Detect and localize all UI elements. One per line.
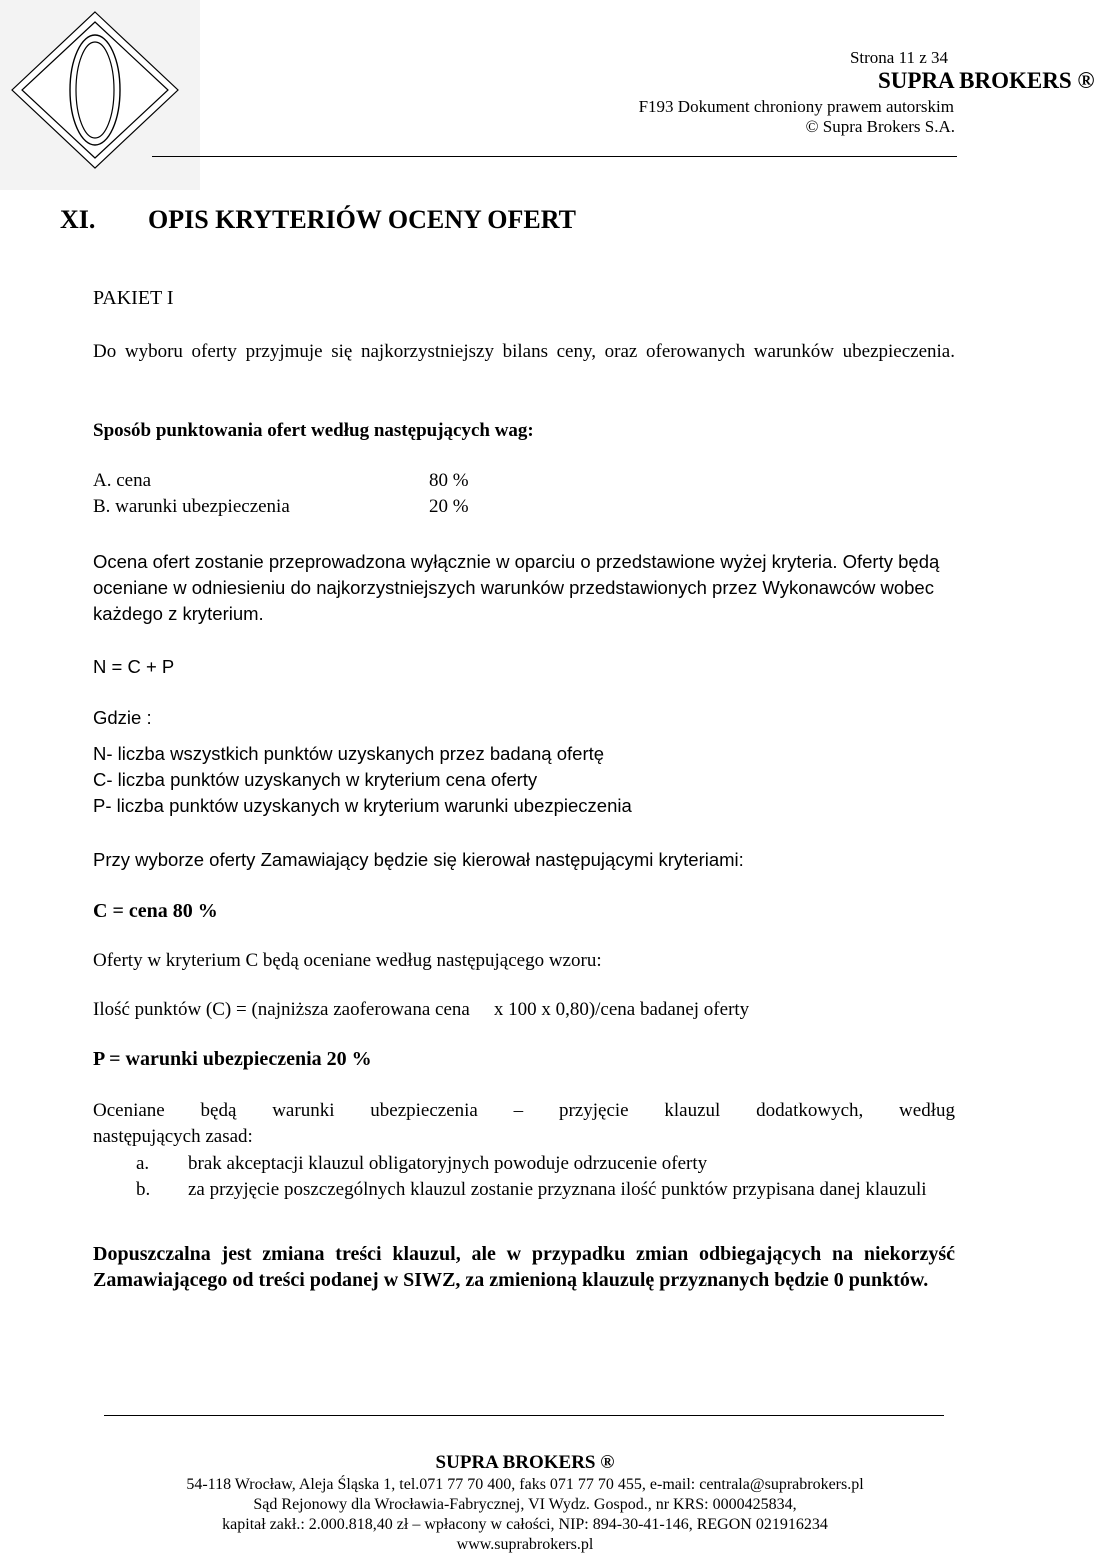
rule-text: za przyjęcie poszczególnych klauzul zostanie przyznana ilość punktów przypisana danej klauzuli [188, 1179, 927, 1200]
rule-item [136, 1177, 956, 1203]
final-note: Dopuszczalna jest zmiana treści klauzul, ale w przypadku zmian odbiegających na niekorzyść Zamawiającego od treści podanej w SIWZ, za zmienioną klauzulę przyznanych będzie 0 punktów. [93, 1243, 955, 1291]
definition-p: P- liczba punktów uzyskanych w kryterium warunki ubezpieczenia [93, 795, 632, 816]
weight-row-conditions [93, 496, 469, 518]
p-criterion-text-line1: Oceniane będą warunki ubezpieczenia – przyjęcie klauzul dodatkowych, według [93, 1100, 955, 1121]
c-formula-left: Ilość punktów (C) = (najniższa zaoferowana cena [93, 999, 470, 1020]
footer-capital: kapitał zakł.: 2.000.818,40 zł – wpłacony w całości, NIP: 894-30-41-146, REGON 021916234 [222, 1516, 828, 1533]
weight-label: B. warunki ubezpieczenia [93, 496, 290, 517]
p-criterion-text-line2: następujących zasad: [93, 1126, 253, 1147]
page-number: Strona 11 z 34 [849, 48, 948, 67]
scoring-heading: Sposób punktowania ofert według następujących wag: [93, 420, 534, 441]
rule-marker: a. [136, 1153, 150, 1174]
footer-address: 54-118 Wrocław, Aleja Śląska 1, tel.071 77 70 400, faks 071 77 70 455, e-mail: centrala@suprabrokers.pl [186, 1476, 864, 1493]
copyright-owner: © Supra Brokers S.A. [805, 117, 955, 136]
criteria-intro: Przy wyborze oferty Zamawiający będzie się kierował następującymi kryteriami: [93, 849, 744, 870]
p-criterion-heading: P = warunki ubezpieczenia 20 % [93, 1048, 372, 1070]
footer-brand: SUPRA BROKERS ® [435, 1452, 615, 1473]
where-label: Gdzie : [93, 707, 152, 728]
definition-n: N- liczba wszystkich punktów uzyskanych przez badaną ofertę [93, 743, 605, 764]
definition-c: C- liczba punktów uzyskanych w kryterium cena oferty [93, 769, 538, 790]
c-formula [93, 997, 955, 1023]
header-divider [152, 156, 957, 157]
c-formula-right: x 100 x 0,80)/cena badanej oferty [493, 999, 750, 1020]
company-logo [0, 0, 200, 190]
package-title: PAKIET I [93, 287, 174, 309]
weight-row-price [93, 470, 469, 492]
section-title: OPIS KRYTERIÓW OCENY OFERT [148, 205, 576, 234]
c-criterion-heading: C = cena 80 % [93, 900, 218, 922]
intro-paragraph: Do wyboru oferty przyjmuje się najkorzystniejszy bilans ceny, oraz oferowanych warunków ubezpieczenia. [93, 341, 955, 362]
section-number: XI. [60, 205, 96, 234]
rule-item [136, 1151, 956, 1177]
copyright-notice: F193 Dokument chroniony prawem autorskim [638, 97, 954, 116]
formula-main: N = C + P [93, 656, 175, 677]
footer-court: Sąd Rejonowy dla Wrocławia-Fabrycznej, VI Wydz. Gospod., nr KRS: 0000425834, [253, 1496, 797, 1513]
rule-text: brak akceptacji klauzul obligatoryjnych powoduje odrzucenie oferty [188, 1153, 708, 1174]
section-heading [60, 205, 576, 235]
rule-marker: b. [136, 1179, 151, 1200]
c-criterion-text: Oferty w kryterium C będą oceniane według następującego wzoru: [93, 950, 602, 971]
weight-value: 20 % [429, 496, 469, 517]
weight-label: A. cena [93, 470, 152, 491]
header-brand: SUPRA BROKERS ® [878, 68, 1095, 93]
footer-divider [104, 1415, 944, 1416]
footer-website: www.suprabrokers.pl [456, 1536, 594, 1553]
assessment-paragraph: Ocena ofert zostanie przeprowadzona wyłącznie w oparciu o przedstawione wyżej kryteria. Oferty będą oceniane w odniesieniu do najkorzystniejszych warunków przedstawionych przez Wykonawców wobec każdego z kryterium. [93, 551, 940, 624]
weight-value: 80 % [429, 470, 469, 491]
